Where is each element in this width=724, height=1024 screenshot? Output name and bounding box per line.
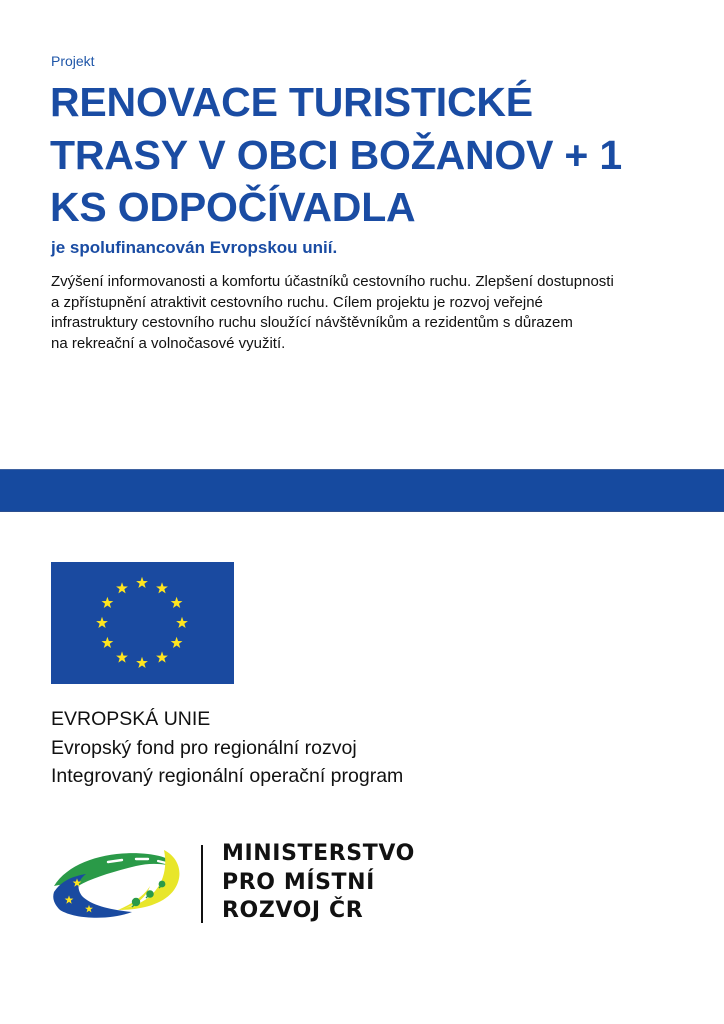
project-title — [50, 76, 622, 234]
description-line-3: infrastruktury cestovního ruchu sloužící návštěvníkům a rezidentům s důrazem — [51, 314, 573, 331]
eu-fund-name: Evropský fond pro regionální rozvoj — [51, 736, 357, 759]
mmr-logo-icon — [52, 846, 182, 920]
description-line-1: Zvýšení informovanosti a komfortu účastníků cestovního ruchu. Zlepšení dostupnosti — [51, 273, 614, 290]
ministry-name — [222, 840, 415, 926]
project-title-line-1: RENOVACE TURISTICKÉ — [50, 79, 533, 125]
project-title-line-3: KS ODPOČÍVADLA — [50, 184, 416, 230]
description-line-4: na rekreační a volnočasové využití. — [51, 334, 286, 352]
eu-funding-text — [51, 705, 403, 791]
ministry-divider-line — [201, 845, 203, 923]
project-title-line-2: TRASY V OBCI BOŽANOV + 1 — [50, 131, 622, 178]
ministry-name-line-3: ROZVOJ ČR — [222, 898, 364, 923]
cofinancing-subtitle: je spolufinancován Evropskou unií. — [51, 238, 338, 257]
eu-program-name: Integrovaný regionální operační program — [51, 765, 404, 788]
ministry-name-line-2: PRO MÍSTNÍ — [222, 869, 375, 895]
description-line-2: a zpřístupnění atraktivit cestovního ruchu. Cílem projektu je rozvoj veřejné — [51, 293, 543, 311]
eu-name: EVROPSKÁ UNIE — [51, 708, 211, 730]
project-label: Projekt — [51, 53, 95, 69]
ministry-name-line-1: MINISTERSTVO — [222, 841, 415, 866]
project-description — [51, 272, 614, 354]
eu-flag-icon — [51, 562, 234, 684]
blue-band-divider — [0, 469, 724, 512]
